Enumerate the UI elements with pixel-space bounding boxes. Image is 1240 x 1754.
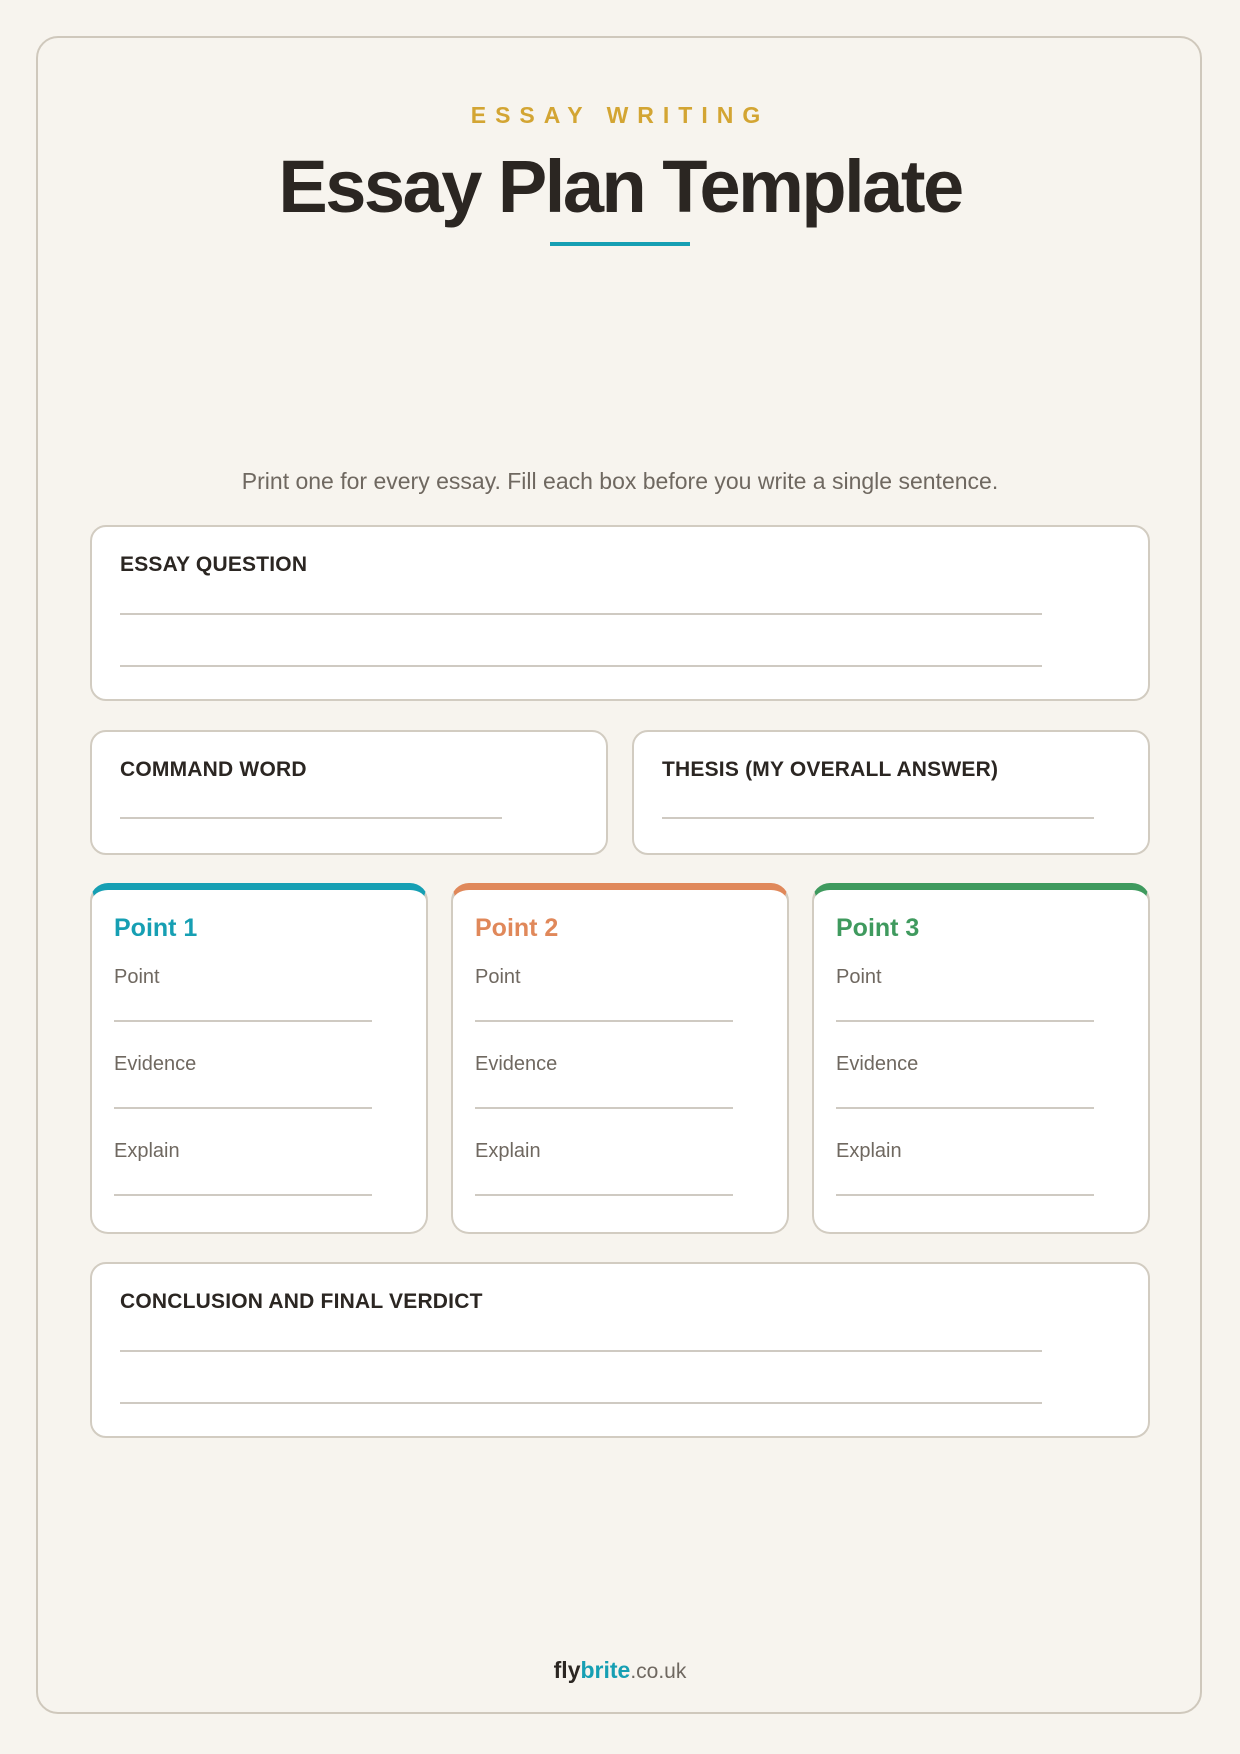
write-line[interactable] — [662, 817, 1094, 819]
point-title: Point 1 — [114, 914, 198, 942]
essay-question-box[interactable] — [90, 525, 1150, 701]
write-line[interactable] — [120, 665, 1042, 667]
field-label-point: Point — [114, 966, 160, 988]
write-line[interactable] — [836, 1194, 1094, 1196]
thesis-label: THESIS (MY OVERALL ANSWER) — [662, 758, 999, 781]
instructions: Print one for every essay. Fill each box before you write a single sentence. — [241, 468, 999, 494]
brand-domain: .co.uk — [630, 1660, 687, 1683]
point-card-2[interactable] — [451, 883, 789, 1234]
field-label-evidence: Evidence — [836, 1053, 919, 1075]
write-line[interactable] — [836, 1107, 1094, 1109]
write-line[interactable] — [120, 817, 502, 819]
field-label-evidence: Evidence — [114, 1053, 197, 1075]
write-line[interactable] — [120, 1402, 1042, 1404]
field-label-point: Point — [475, 966, 521, 988]
point-card-1[interactable] — [90, 883, 428, 1234]
field-label-point: Point — [836, 966, 882, 988]
write-line[interactable] — [836, 1020, 1094, 1022]
brand-fly: fly — [553, 1657, 581, 1683]
write-line[interactable] — [475, 1107, 733, 1109]
eyebrow-label: ESSAY WRITING — [470, 102, 770, 128]
command-word-label: COMMAND WORD — [120, 758, 307, 781]
write-line[interactable] — [114, 1107, 372, 1109]
conclusion-label: CONCLUSION AND FINAL VERDICT — [120, 1290, 483, 1313]
point-title: Point 2 — [475, 914, 559, 942]
write-line[interactable] — [120, 1350, 1042, 1352]
write-line[interactable] — [120, 613, 1042, 615]
field-label-explain: Explain — [114, 1140, 180, 1162]
conclusion-box[interactable] — [90, 1262, 1150, 1438]
field-label-explain: Explain — [475, 1140, 541, 1162]
write-line[interactable] — [475, 1020, 733, 1022]
footer-brand — [0, 1657, 1240, 1684]
page-title: Essay Plan Template — [278, 145, 962, 228]
title-underline — [550, 242, 690, 246]
write-line[interactable] — [114, 1194, 372, 1196]
write-line[interactable] — [475, 1194, 733, 1196]
thesis-box[interactable] — [632, 730, 1150, 855]
page-frame — [36, 36, 1202, 1714]
field-label-evidence: Evidence — [475, 1053, 558, 1075]
write-line[interactable] — [114, 1020, 372, 1022]
field-label-explain: Explain — [836, 1140, 902, 1162]
essay-question-label: ESSAY QUESTION — [120, 553, 308, 576]
brand-brite: brite — [580, 1657, 631, 1683]
point-title: Point 3 — [836, 914, 920, 942]
command-word-box[interactable] — [90, 730, 608, 855]
point-card-3[interactable] — [812, 883, 1150, 1234]
